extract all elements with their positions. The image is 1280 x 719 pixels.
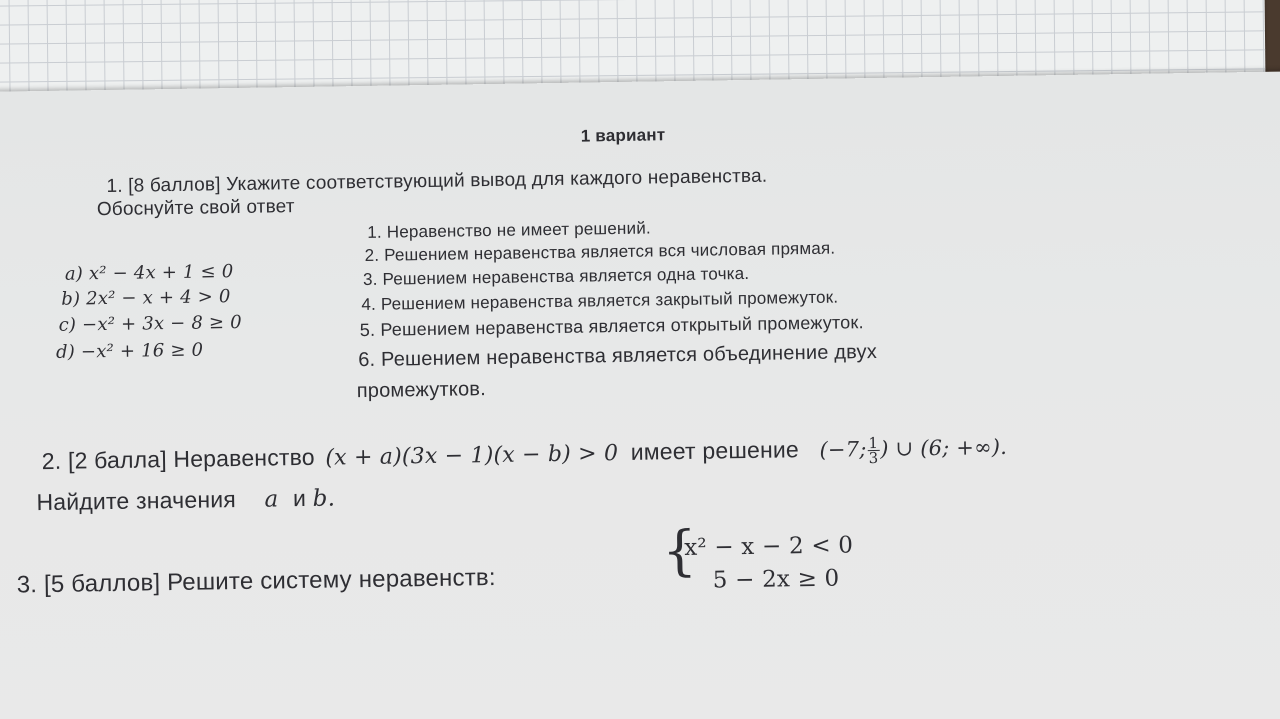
task1-option-4: 4. Решением неравенства является закрытый промежуток. (361, 287, 839, 315)
task2-fraction-denominator: 3 (868, 448, 879, 468)
task2-var-a: a (264, 486, 279, 513)
task3-system-line2: 5 − 2x ≥ 0 (712, 565, 840, 594)
task2-and: и (292, 484, 307, 512)
task2-intro: 2. [2 балла] Неравенство (41, 443, 316, 475)
task1-option-6: 6. Решением неравенства является объединение двух (358, 340, 878, 372)
task1-option-3: 3. Решением неравенства является одна точка. (362, 263, 750, 290)
task2-solution-prefix: (−7; (819, 437, 867, 462)
variant-title: 1 вариант (580, 125, 666, 146)
task2-fraction-numerator: 1 (868, 433, 879, 453)
task1-inequality-b: b) 2x² − x + 4 > 0 (61, 286, 231, 310)
task2-fraction (867, 433, 879, 468)
task2-has-solution: имеет решение (630, 436, 800, 465)
task2-line1 (42, 433, 1008, 478)
task2-line2 (36, 484, 335, 516)
task1-option-5: 5. Решением неравенства является открытый промежуток. (359, 312, 864, 341)
task1-option-2: 2. Решением неравенства является вся числовая прямая. (364, 238, 836, 265)
worksheet-page (0, 71, 1280, 719)
task1-header-line1: 1. [8 баллов] Укажите соответствующий вывод для каждого неравенства. (106, 165, 768, 198)
task1-option-1: 1. Неравенство не имеет решений. (367, 218, 652, 242)
task1-header-line2: Обоснуйте свой ответ (96, 196, 295, 221)
task2-solution-suffix: ) ∪ (6; +∞). (880, 434, 1008, 461)
task3-text: 3. [5 баллов] Решите систему неравенств: (16, 563, 496, 599)
task3-system-brace: { (661, 518, 698, 583)
task3-system-line1: x² − x − 2 < 0 (684, 532, 854, 561)
task1-option-6-continued: промежутков. (356, 378, 487, 403)
task1-inequality-c: c) −x² + 3x − 8 ≥ 0 (58, 311, 242, 336)
task1-inequality-a: a) x² − 4x + 1 ≤ 0 (64, 261, 234, 285)
task2-solution (819, 433, 1008, 468)
task2-find-values: Найдите значения (36, 486, 237, 516)
task1-inequality-d: d) −x² + 16 ≥ 0 (55, 339, 204, 363)
task2-inequality: (x + a)(3x − 1)(x − b) > 0 (325, 441, 619, 471)
task2-var-b: b. (312, 485, 336, 512)
